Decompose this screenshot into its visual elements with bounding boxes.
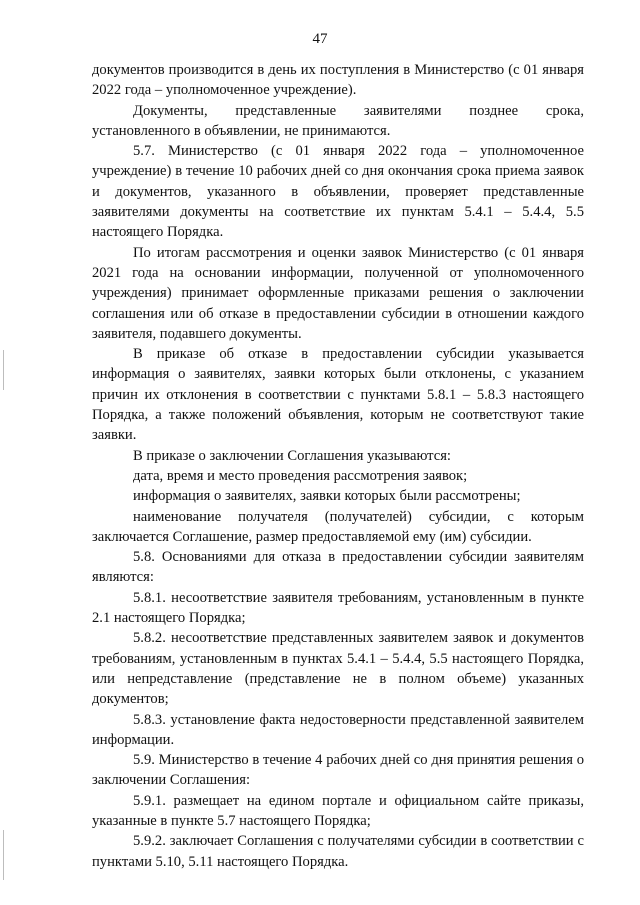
scan-edge-mark: [3, 350, 4, 390]
paragraph-7: дата, время и место проведения рассмотрения заявок;: [133, 467, 468, 484]
paragraph-1: документов производится в день их поступления в Министерство (с 01 января 2022 года – уполномоченное учреждение).: [92, 62, 584, 99]
scan-edge-mark: [3, 830, 4, 880]
paragraph-8: информация о заявителях, заявки которых были рассмотрены;: [133, 488, 521, 505]
paragraph-2: Документы, представленные заявителями позднее срока, установленного в объявлении, не принимаются.: [92, 102, 584, 139]
paragraph-6: В приказе о заключении Соглашения указываются:: [133, 447, 451, 464]
paragraph-5: В приказе об отказе в предоставлении субсидии указывается информация о заявителях, заявки которых были отклонены, с указанием причин их отклонения в соответствии с пунктами 5.8.1 – 5.8.3 настоящего Порядка, а также положений объявления, которым не соответствуют такие заявки.: [92, 346, 584, 444]
paragraph-4: По итогам рассмотрения и оценки заявок Министерство (с 01 января 2021 года на основании информации, полученной от уполномоченного учреждения) принимает оформленные приказами решения о заключении соглашения или об отказе в предоставлении субсидии в отношении каждого заявителя, подавшего документы.: [92, 244, 584, 342]
paragraph-9: наименование получателя (получателей) субсидии, с которым заключается Соглашение, размер предоставляемой ему (им) субсидии.: [92, 508, 584, 545]
paragraph-11: 5.8.1. несоответствие заявителя требованиям, установленным в пункте 2.1 настоящего Порядка;: [92, 589, 584, 627]
paragraph-13: 5.8.3. установление факта недостоверности представленной заявителем информации.: [92, 711, 584, 748]
paragraph-12: 5.8.2. несоответствие представленных заявителем заявок и документов требованиям, установленным в пунктах 5.4.1 – 5.4.4, 5.5 настоящего Порядка, или непредставление (представление не в полном объеме) указанных документов;: [92, 630, 584, 708]
document-body: [92, 60, 584, 872]
paragraph-3: 5.7. Министерство (с 01 января 2022 года – уполномоченное учреждение) в течение 10 рабочих дней со дня окончания срока приема заявок и документов, указанного в объявлении, проверяет представленные заявителями документы на соответствие их пунктам 5.4.1 – 5.4.4, 5.5 настоящего Порядка.: [92, 143, 584, 241]
paragraph-16: 5.9.2. заключает Соглашения с получателями субсидии в соответствии с пунктами 5.10, 5.11 настоящего Порядка.: [92, 833, 584, 870]
paragraph-15: 5.9.1. размещает на едином портале и официальном сайте приказы, указанные в пункте 5.7 настоящего Порядка;: [92, 792, 584, 829]
paragraph-10: 5.8. Основаниями для отказа в предоставлении субсидии заявителям являются:: [92, 549, 584, 586]
page-number: 47: [312, 31, 328, 47]
paragraph-14: 5.9. Министерство в течение 4 рабочих дней со дня принятия решения о заключении Соглашения:: [92, 752, 584, 789]
